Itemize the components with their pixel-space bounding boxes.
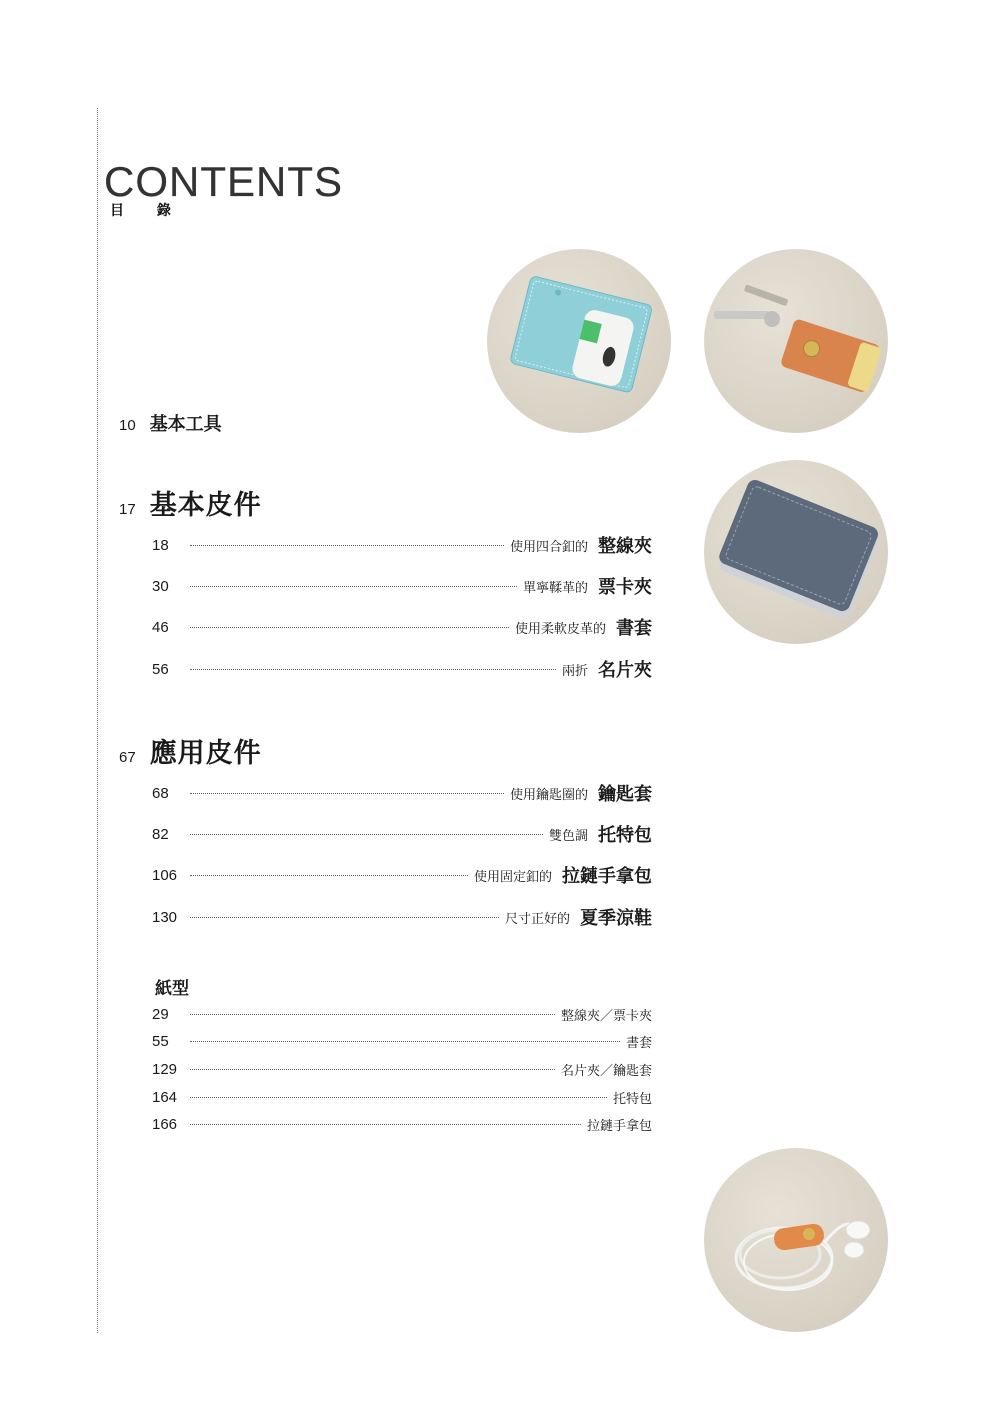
section-title: 基本皮件: [149, 490, 262, 521]
patterns-heading: 紙型: [155, 979, 189, 999]
toc-row[interactable]: [152, 861, 652, 889]
toc-page-number: 46: [152, 618, 169, 636]
dotted-leader: [190, 834, 543, 835]
dotted-leader: [190, 669, 556, 670]
section-applied-leather: [119, 731, 262, 770]
pattern-row[interactable]: [152, 1004, 652, 1024]
pattern-page-number: 129: [152, 1060, 178, 1078]
toc-title: 書套: [616, 618, 652, 639]
toc-row[interactable]: [152, 655, 652, 683]
toc-row[interactable]: [152, 613, 652, 641]
toc-row[interactable]: [152, 820, 652, 848]
toc-page-number: 30: [152, 577, 169, 595]
photo-card-holder: [487, 249, 671, 433]
dotted-leader: [190, 1014, 555, 1015]
toc-title: 托特包: [598, 825, 652, 846]
toc-row[interactable]: [152, 903, 652, 931]
toc-subtitle: 兩折: [561, 663, 588, 679]
contents-heading-zh: 目 錄: [110, 203, 185, 219]
pattern-page-number: 166: [152, 1115, 178, 1133]
pattern-page-number: 55: [152, 1032, 169, 1050]
pattern-page-number: 29: [152, 1005, 169, 1023]
section-title: 應用皮件: [149, 738, 262, 769]
toc-row[interactable]: [152, 572, 652, 600]
toc-subtitle: 單寧鞣革的: [522, 580, 588, 596]
pattern-label: 書套: [625, 1035, 652, 1051]
dotted-leader: [190, 627, 509, 628]
section-heading[interactable]: [119, 483, 262, 522]
photo-cord-wrap: [704, 1148, 888, 1332]
toc-subtitle: 使用柔軟皮革的: [514, 621, 606, 637]
dotted-leader: [190, 1041, 620, 1042]
pattern-row[interactable]: [152, 1031, 652, 1051]
dotted-leader: [190, 875, 468, 876]
toc-entry-basic-tools[interactable]: [119, 410, 222, 436]
section-heading[interactable]: [119, 731, 262, 770]
toc-subtitle: 使用固定釦的: [473, 869, 552, 885]
toc-page-number: 10: [119, 417, 136, 434]
dotted-leader: [190, 917, 499, 918]
dotted-leader: [190, 1124, 581, 1125]
toc-page-number: 18: [152, 536, 169, 554]
dotted-leader: [190, 1097, 607, 1098]
dotted-leader: [190, 545, 504, 546]
pattern-label: 整線夾／票卡夾: [560, 1008, 652, 1024]
toc-row[interactable]: [152, 531, 652, 559]
pattern-label: 拉鏈手拿包: [586, 1118, 652, 1134]
pattern-row[interactable]: [152, 1114, 652, 1134]
toc-title: 名片夾: [598, 660, 652, 681]
section-basic-leather: [119, 483, 262, 522]
toc-page-number: 68: [152, 784, 169, 802]
pattern-row[interactable]: [152, 1059, 652, 1079]
section-page-number: 67: [119, 749, 136, 766]
photo-key-case: [704, 249, 888, 433]
section-page-number: 17: [119, 501, 136, 518]
contents-heading-en: CONTENTS: [104, 158, 343, 205]
dotted-leader: [190, 1069, 555, 1070]
dotted-leader: [190, 793, 504, 794]
toc-page-number: 130: [152, 908, 178, 926]
toc-subtitle: 使用四合釦的: [509, 539, 588, 555]
toc-title: 拉鏈手拿包: [562, 866, 652, 887]
pattern-row[interactable]: [152, 1087, 652, 1107]
toc-title: 票卡夾: [598, 577, 652, 598]
toc-title: 夏季涼鞋: [580, 908, 652, 929]
toc-page-number: 56: [152, 660, 169, 678]
toc-title: 整線夾: [598, 536, 652, 557]
pattern-page-number: 164: [152, 1088, 178, 1106]
toc-subtitle: 雙色調: [548, 828, 588, 844]
dotted-leader: [190, 586, 517, 587]
key-case-illustration: [704, 249, 888, 433]
toc-page-number: 82: [152, 825, 169, 843]
toc-subtitle: 尺寸正好的: [504, 911, 570, 927]
card-holder-illustration: [487, 249, 671, 433]
photo-card-case: [704, 460, 888, 644]
cord-wrap-illustration: [704, 1148, 888, 1332]
pattern-label: 托特包: [612, 1091, 652, 1107]
toc-subtitle: 使用鑰匙圈的: [509, 787, 588, 803]
toc-title: 鑰匙套: [598, 784, 652, 805]
toc-page-number: 106: [152, 866, 178, 884]
left-dotted-rule: [97, 108, 98, 1333]
toc-entry-title: 基本工具: [149, 414, 222, 435]
pattern-label: 名片夾／鑰匙套: [560, 1063, 652, 1079]
toc-row[interactable]: [152, 779, 652, 807]
card-case-illustration: [704, 460, 888, 644]
